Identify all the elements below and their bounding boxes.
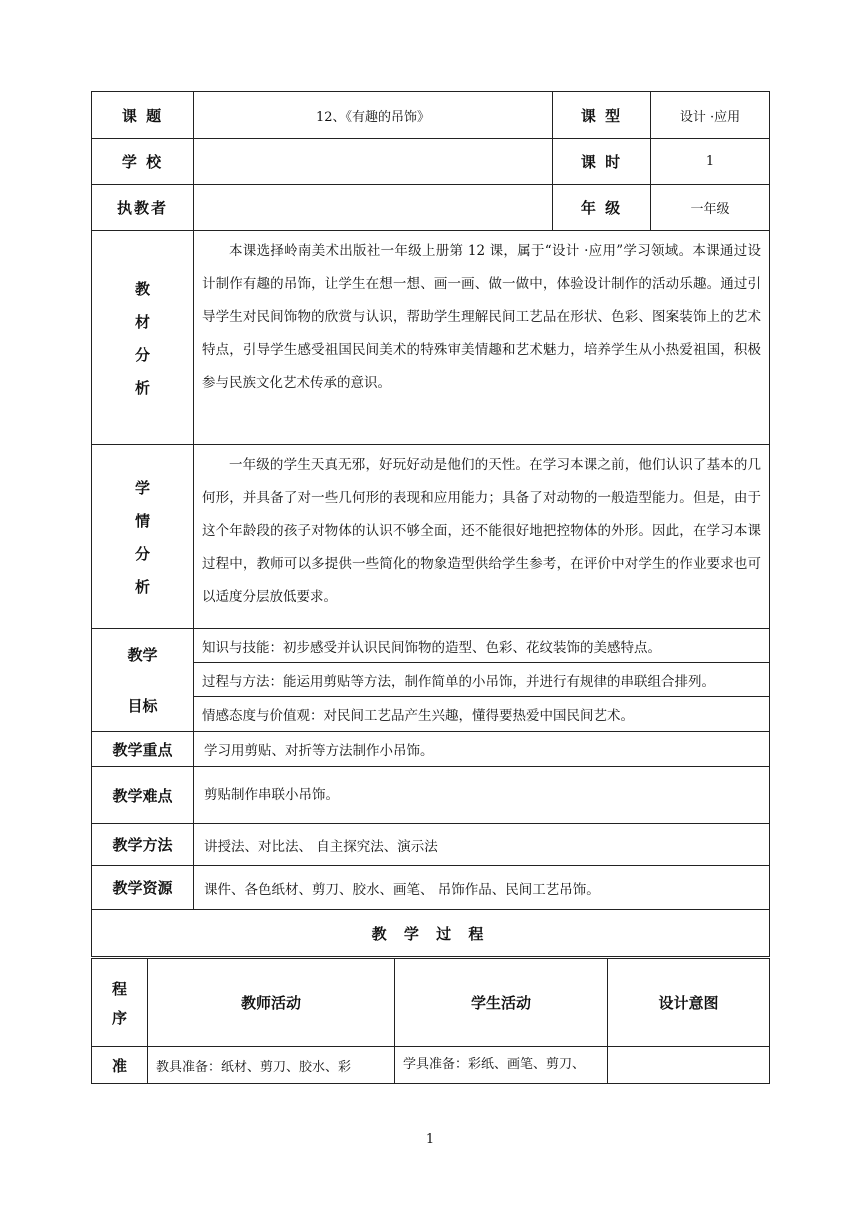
grade-value: 一年级: [651, 185, 770, 231]
topic-row: [92, 92, 770, 139]
student-activity-cell: 学具准备：彩纸、画笔、剪刀、: [395, 1047, 608, 1084]
key-points-row: [92, 732, 770, 767]
goal-process: 过程与方法：能运用剪贴等方法，制作简单的小吊饰，并进行有规律的串联组合排列。: [194, 663, 770, 697]
methods-label: 教学方法: [92, 824, 194, 866]
teacher-label: 执教者: [92, 185, 194, 231]
process-table: [91, 958, 770, 1084]
process-title-row: [92, 910, 770, 957]
material-label-char: 析: [134, 378, 150, 397]
teacher-row: [92, 185, 770, 231]
material-analysis-label: [92, 231, 194, 445]
process-title: 教 学 过 程: [92, 910, 770, 957]
material-analysis-row: [92, 231, 770, 445]
school-label: 学 校: [92, 139, 194, 185]
resources-row: [92, 866, 770, 910]
key-points-value: 学习用剪贴、对折等方法制作小吊饰。: [194, 732, 770, 767]
design-intent-header: 设计意图: [608, 959, 770, 1047]
school-value: [194, 139, 553, 185]
teacher-activity-header: 教师活动: [148, 959, 395, 1047]
key-points-label: 教学重点: [92, 732, 194, 767]
process-row: [92, 1047, 770, 1084]
material-label-char: 分: [134, 345, 150, 364]
resources-label: 教学资源: [92, 866, 194, 910]
process-header-row: [92, 959, 770, 1047]
step-cell: 准: [92, 1047, 148, 1084]
school-row: [92, 139, 770, 185]
step-header-char: 序: [111, 1008, 127, 1027]
topic-value: 12、《有趣的吊饰》: [194, 92, 553, 139]
goal-row: [92, 697, 770, 732]
student-label-char: 分: [134, 544, 150, 563]
goal-attitude: 情感态度与价值观：对民间工艺品产生兴趣，懂得要热爱中国民间艺术。: [194, 697, 770, 732]
difficulty-value: 剪贴制作串联小吊饰。: [194, 767, 770, 824]
type-label: 课 型: [553, 92, 651, 139]
grade-label: 年 级: [553, 185, 651, 231]
hours-label: 课 时: [553, 139, 651, 185]
step-header: [92, 959, 148, 1047]
type-value: 设计 ·应用: [651, 92, 770, 139]
step-header-char: 程: [111, 979, 127, 998]
student-label-char: 学: [134, 478, 150, 497]
lesson-info-table: [91, 91, 770, 957]
student-label-char: 情: [134, 511, 150, 530]
student-activity-header: 学生活动: [395, 959, 608, 1047]
hours-value: 1: [651, 139, 770, 185]
material-label-char: 材: [134, 312, 150, 331]
difficulty-label: 教学难点: [92, 767, 194, 824]
material-label-char: 教: [134, 279, 150, 298]
methods-row: [92, 824, 770, 866]
design-intent-cell: [608, 1047, 770, 1084]
topic-label: 课 题: [92, 92, 194, 139]
goals-label-line: 目标: [127, 697, 158, 715]
student-analysis-label: [92, 445, 194, 629]
teacher-activity-cell: 教具准备：纸材、剪刀、胶水、彩: [148, 1047, 395, 1084]
page-number: 1: [425, 1132, 435, 1147]
teacher-value: [194, 185, 553, 231]
goals-label-line: 教学: [127, 646, 158, 664]
methods-value: 讲授法、对比法、 自主探究法、演示法: [194, 824, 770, 866]
teaching-goals-label: [92, 629, 194, 732]
student-analysis-row: [92, 445, 770, 629]
goal-knowledge: 知识与技能：初步感受并认识民间饰物的造型、色彩、花纹装饰的美感特点。: [194, 629, 770, 663]
difficulty-row: [92, 767, 770, 824]
goal-row: [92, 629, 770, 663]
student-label-char: 析: [134, 577, 150, 596]
student-analysis-text: 一年级的学生天真无邪，好玩好动是他们的天性。在学习本课之前，他们认识了基本的几何形，并具备了对一些几何形的表现和应用能力；具备了对动物的一般造型能力。但是，由于这个年龄段的孩子对物体的认识不够全面，还不能很好地把控物体的外形。因此，在学习本课过程中，教师可以多提供一些简化的物象造型供给学生参考，在评价中对学生的作业要求也可以适度分层放低要求。: [202, 457, 761, 605]
resources-value: 课件、各色纸材、剪刀、胶水、画笔、 吊饰作品、民间工艺吊饰。: [194, 866, 770, 910]
goal-row: [92, 663, 770, 697]
material-analysis-text: 本课选择岭南美术出版社一年级上册第 12 课，属于“设计 ·应用”学习领域。本课通过设计制作有趣的吊饰，让学生在想一想、画一画、做一做中，体验设计制作的活动乐趣。通过引导学生对民间饰物的欣赏与认识，帮助学生理解民间工艺品在形状、色彩、图案装饰上的艺术特点，引导学生感受祖国民间美术的特殊审美情趣和艺术魅力，培养学生从小热爱祖国，积极参与民族文化艺术传承的意识。: [202, 243, 761, 391]
